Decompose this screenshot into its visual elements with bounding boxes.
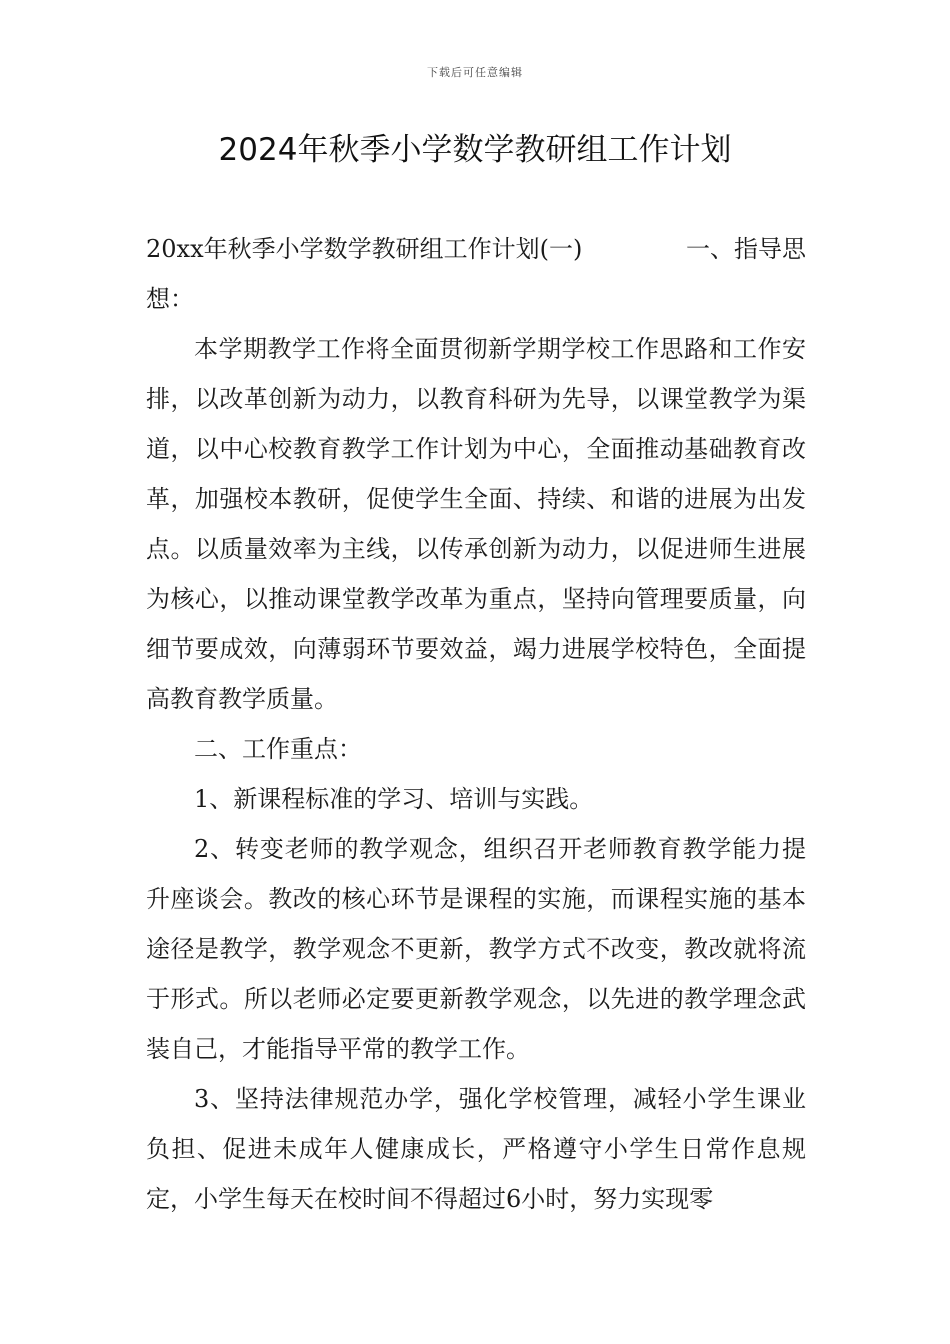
paragraph-item-3: 3、坚持法律规范办学，强化学校管理，减轻小学生课业负担、促进未成年人健康成长，严格遵守小学生日常作息规定，小学生每天在校时间不得超过6小时，努力实现零 <box>146 1085 806 1213</box>
paragraph-guiding-thought: 本学期教学工作将全面贯彻新学期学校工作思路和工作安排，以改革创新为动力，以教育科研为先导，以课堂教学为渠道，以中心校教育教学工作计划为中心，全面推动基础教育改革，加强校本教研，促使学生全面、持续、和谐的进展为出发点。以质量效率为主线，以传承创新为动力，以促进师生进展为核心，以推动课堂教学改革为重点，坚持向管理要质量，向细节要成效，向薄弱环节要效益，竭力进展学校特色，全面提高教育教学质量。 <box>146 335 806 713</box>
section-heading-work-focus: 二、工作重点： <box>194 735 362 763</box>
document-title: 2024年秋季小学数学教研组工作计划 <box>218 132 732 168</box>
paragraph-item-1: 1、新课程标准的学习、培训与实践。 <box>194 785 594 813</box>
document-body <box>146 224 806 1224</box>
intro-line <box>146 224 806 274</box>
section-heading-guiding-cont: 想： <box>146 285 194 313</box>
page-header-note: 下载后可任意编辑 <box>427 66 523 79</box>
section-heading-guiding: 一、指导思 <box>686 235 806 263</box>
intro-subtitle: 20xx年秋季小学数学教研组工作计划(一) <box>146 235 583 263</box>
paragraph-item-2: 2、转变老师的教学观念，组织召开老师教育教学能力提升座谈会。教改的核心环节是课程的实施，而课程实施的基本途径是教学，教学观念不更新，教学方式不改变，教改就将流于形式。所以老师必定要更新教学观念，以先进的教学理念武装自己，才能指导平常的教学工作。 <box>146 835 806 1063</box>
